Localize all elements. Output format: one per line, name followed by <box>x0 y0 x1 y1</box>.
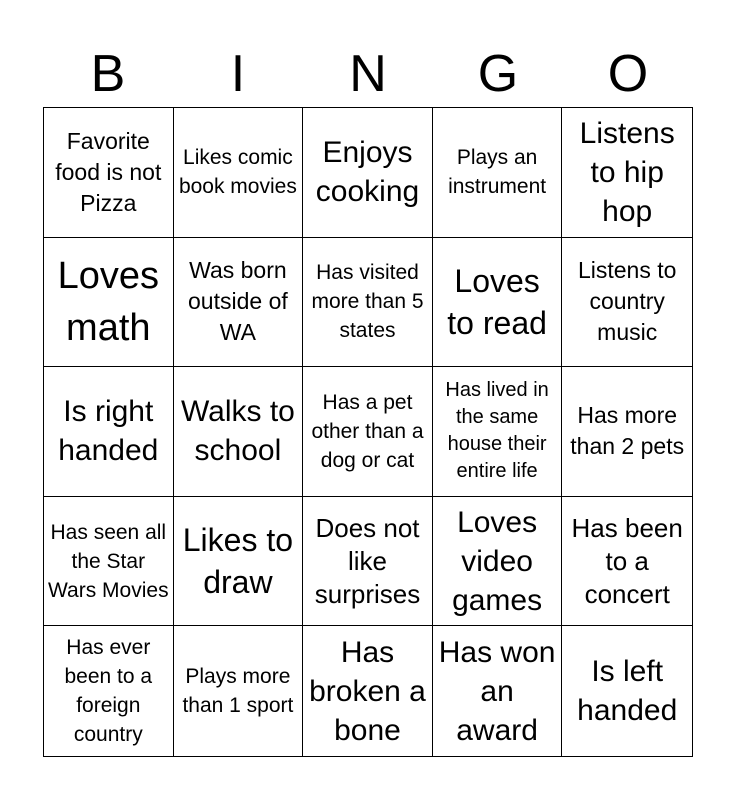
cell-text: Has lived in the same house their entire life <box>445 379 549 483</box>
bingo-cell[interactable] <box>562 238 692 368</box>
header-letter-i: I <box>230 45 246 103</box>
bingo-cell[interactable] <box>44 367 174 497</box>
bingo-cell[interactable] <box>303 238 433 368</box>
bingo-cell[interactable] <box>433 367 563 497</box>
cell-text: Likes to draw <box>182 522 294 601</box>
bingo-cell[interactable] <box>44 238 174 368</box>
header-letter-n: N <box>349 45 387 103</box>
cell-text: Is left handed <box>577 655 678 728</box>
cell-text: Has visited more than 5 states <box>311 261 424 343</box>
bingo-cell[interactable] <box>303 367 433 497</box>
bingo-cell[interactable] <box>174 108 304 238</box>
cell-text: Favorite food is not Pizza <box>55 127 162 216</box>
cell-text: Loves video games <box>452 505 543 617</box>
bingo-cell[interactable] <box>174 238 304 368</box>
cell-text: Listens to hip hop <box>579 116 675 228</box>
bingo-cell[interactable] <box>174 626 304 756</box>
bingo-cell[interactable] <box>562 497 692 627</box>
bingo-cell[interactable] <box>433 108 563 238</box>
header-letter-b: B <box>90 45 126 103</box>
cell-text: Has ever been to a foreign country <box>64 636 153 747</box>
cell-text: Has more than 2 pets <box>570 402 685 460</box>
bingo-cell[interactable] <box>433 626 563 756</box>
cell-text: Listens to country music <box>577 257 677 346</box>
header-letter-g: G <box>477 45 519 103</box>
bingo-cell[interactable] <box>303 626 433 756</box>
cell-text: Plays more than 1 sport <box>182 665 294 718</box>
cell-text: Walks to school <box>180 395 295 468</box>
cell-text: Has been to a concert <box>571 512 683 609</box>
cell-text: Was born outside of WA <box>188 257 288 346</box>
cell-text: Has seen all the Star Wars Movies <box>48 520 169 602</box>
cell-text: Is right handed <box>58 395 159 468</box>
bingo-cell[interactable] <box>174 367 304 497</box>
header-letter-o: O <box>607 45 649 103</box>
cell-text: Likes comic book movies <box>178 146 297 199</box>
bingo-cell[interactable] <box>303 108 433 238</box>
bingo-cell[interactable] <box>44 497 174 627</box>
cell-text: Has a pet other than a dog or cat <box>311 390 424 472</box>
cell-text: Loves math <box>57 254 159 349</box>
cell-text: Plays an instrument <box>448 146 547 199</box>
bingo-cell[interactable] <box>562 367 692 497</box>
cell-text: Does not like surprises <box>314 512 421 609</box>
bingo-cell[interactable] <box>562 108 692 238</box>
cell-text: Enjoys cooking <box>315 136 420 209</box>
cell-text: Has won an award <box>438 635 556 747</box>
bingo-cell[interactable] <box>562 626 692 756</box>
cell-text: Loves to read <box>447 262 547 341</box>
cell-text: Has broken a bone <box>309 635 426 747</box>
bingo-cell[interactable] <box>433 238 563 368</box>
bingo-cell[interactable] <box>433 497 563 627</box>
bingo-cell[interactable] <box>44 626 174 756</box>
bingo-cell[interactable] <box>174 497 304 627</box>
bingo-cell[interactable] <box>303 497 433 627</box>
bingo-cell[interactable] <box>44 108 174 238</box>
bingo-board <box>43 107 693 757</box>
bingo-header <box>43 40 693 108</box>
